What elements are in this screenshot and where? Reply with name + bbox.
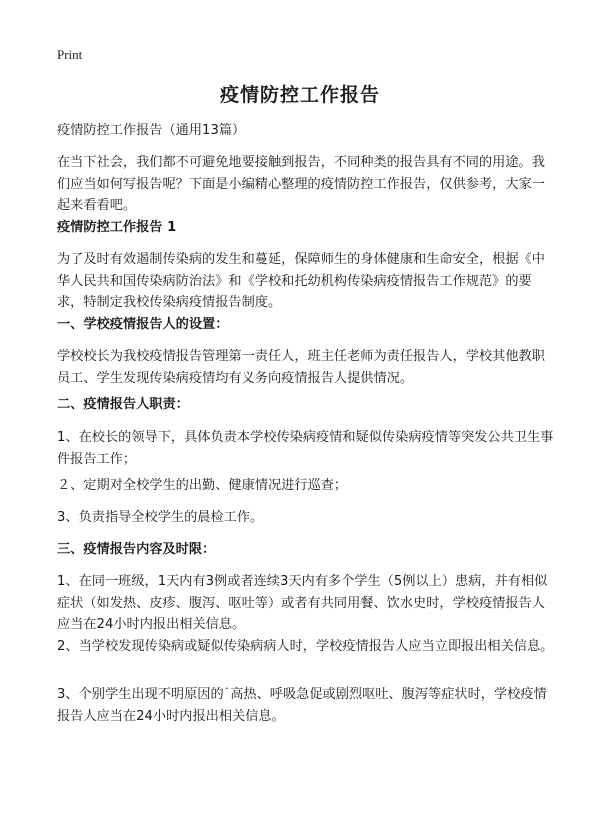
section2-heading: 二、疫情报告人职责： [57, 397, 189, 412]
section3-item-3: 3、个别学生出现不明原因的˙高热、呼吸急促或剧烈呕吐、腹泻等症状时，学校疫情报告人应当在24小时内报出相关信息。 [57, 687, 547, 724]
print-link[interactable]: Print [57, 47, 83, 62]
document-subtitle: 疫情防控工作报告（通用13篇） [57, 123, 246, 138]
section1-heading: 一、学校疫情报告人的设置： [57, 317, 229, 332]
section3-item-1: 1、在同一班级，1天内有3例或者连续3天内有多个学生（5例以上）患病，并有相似症状（如发热、皮疹、腹泻、呕吐等）或者有共同用餐、饮水史时，学校疫情报告人应当在24小时内报出相关信息。 [57, 574, 548, 632]
report-heading: 疫情防控工作报告 1 [57, 220, 177, 235]
section2-item-1: 1、在校长的领导下，具体负责本学校传染病疫情和疑似传染病疫情等突发公共卫生事件报告工作； [57, 430, 554, 467]
section1-paragraph: 学校校长为我校疫情报告管理第一责任人，班主任老师为责任报告人，学校其他教职员工、学生发现传染病疫情均有义务向疫情报告人提供情况。 [57, 349, 545, 386]
section3-item-2: 2、当学校发现传染病或疑似传染病病人时，学校疫情报告人应当立即报出相关信息。 [57, 639, 554, 654]
intro-paragraph: 在当下社会，我们都不可避免地要接触到报告，不同种类的报告具有不同的用途。我们应当如何写报告呢？下面是小编精心整理的疫情防控工作报告，仅供参考，大家一起来看看吧。 [57, 155, 545, 213]
section2-item-2: ２、定期对全校学生的出勤、健康情况进行巡查； [57, 478, 348, 493]
report-intro-paragraph: 为了及时有效遏制传染病的发生和蔓延，保障师生的身体健康和生命安全，根据《中华人民共和国传染病防治法》和《学校和托幼机构传染病疫情报告工作规范》的要求，特制定我校传染病疫情报告制度。 [57, 252, 545, 310]
document-title: 疫情防控工作报告 [219, 84, 380, 106]
section3-heading: 三、疫情报告内容及时限： [57, 542, 216, 557]
section2-item-3: 3、负责指导全校学生的晨检工作。 [57, 510, 264, 525]
